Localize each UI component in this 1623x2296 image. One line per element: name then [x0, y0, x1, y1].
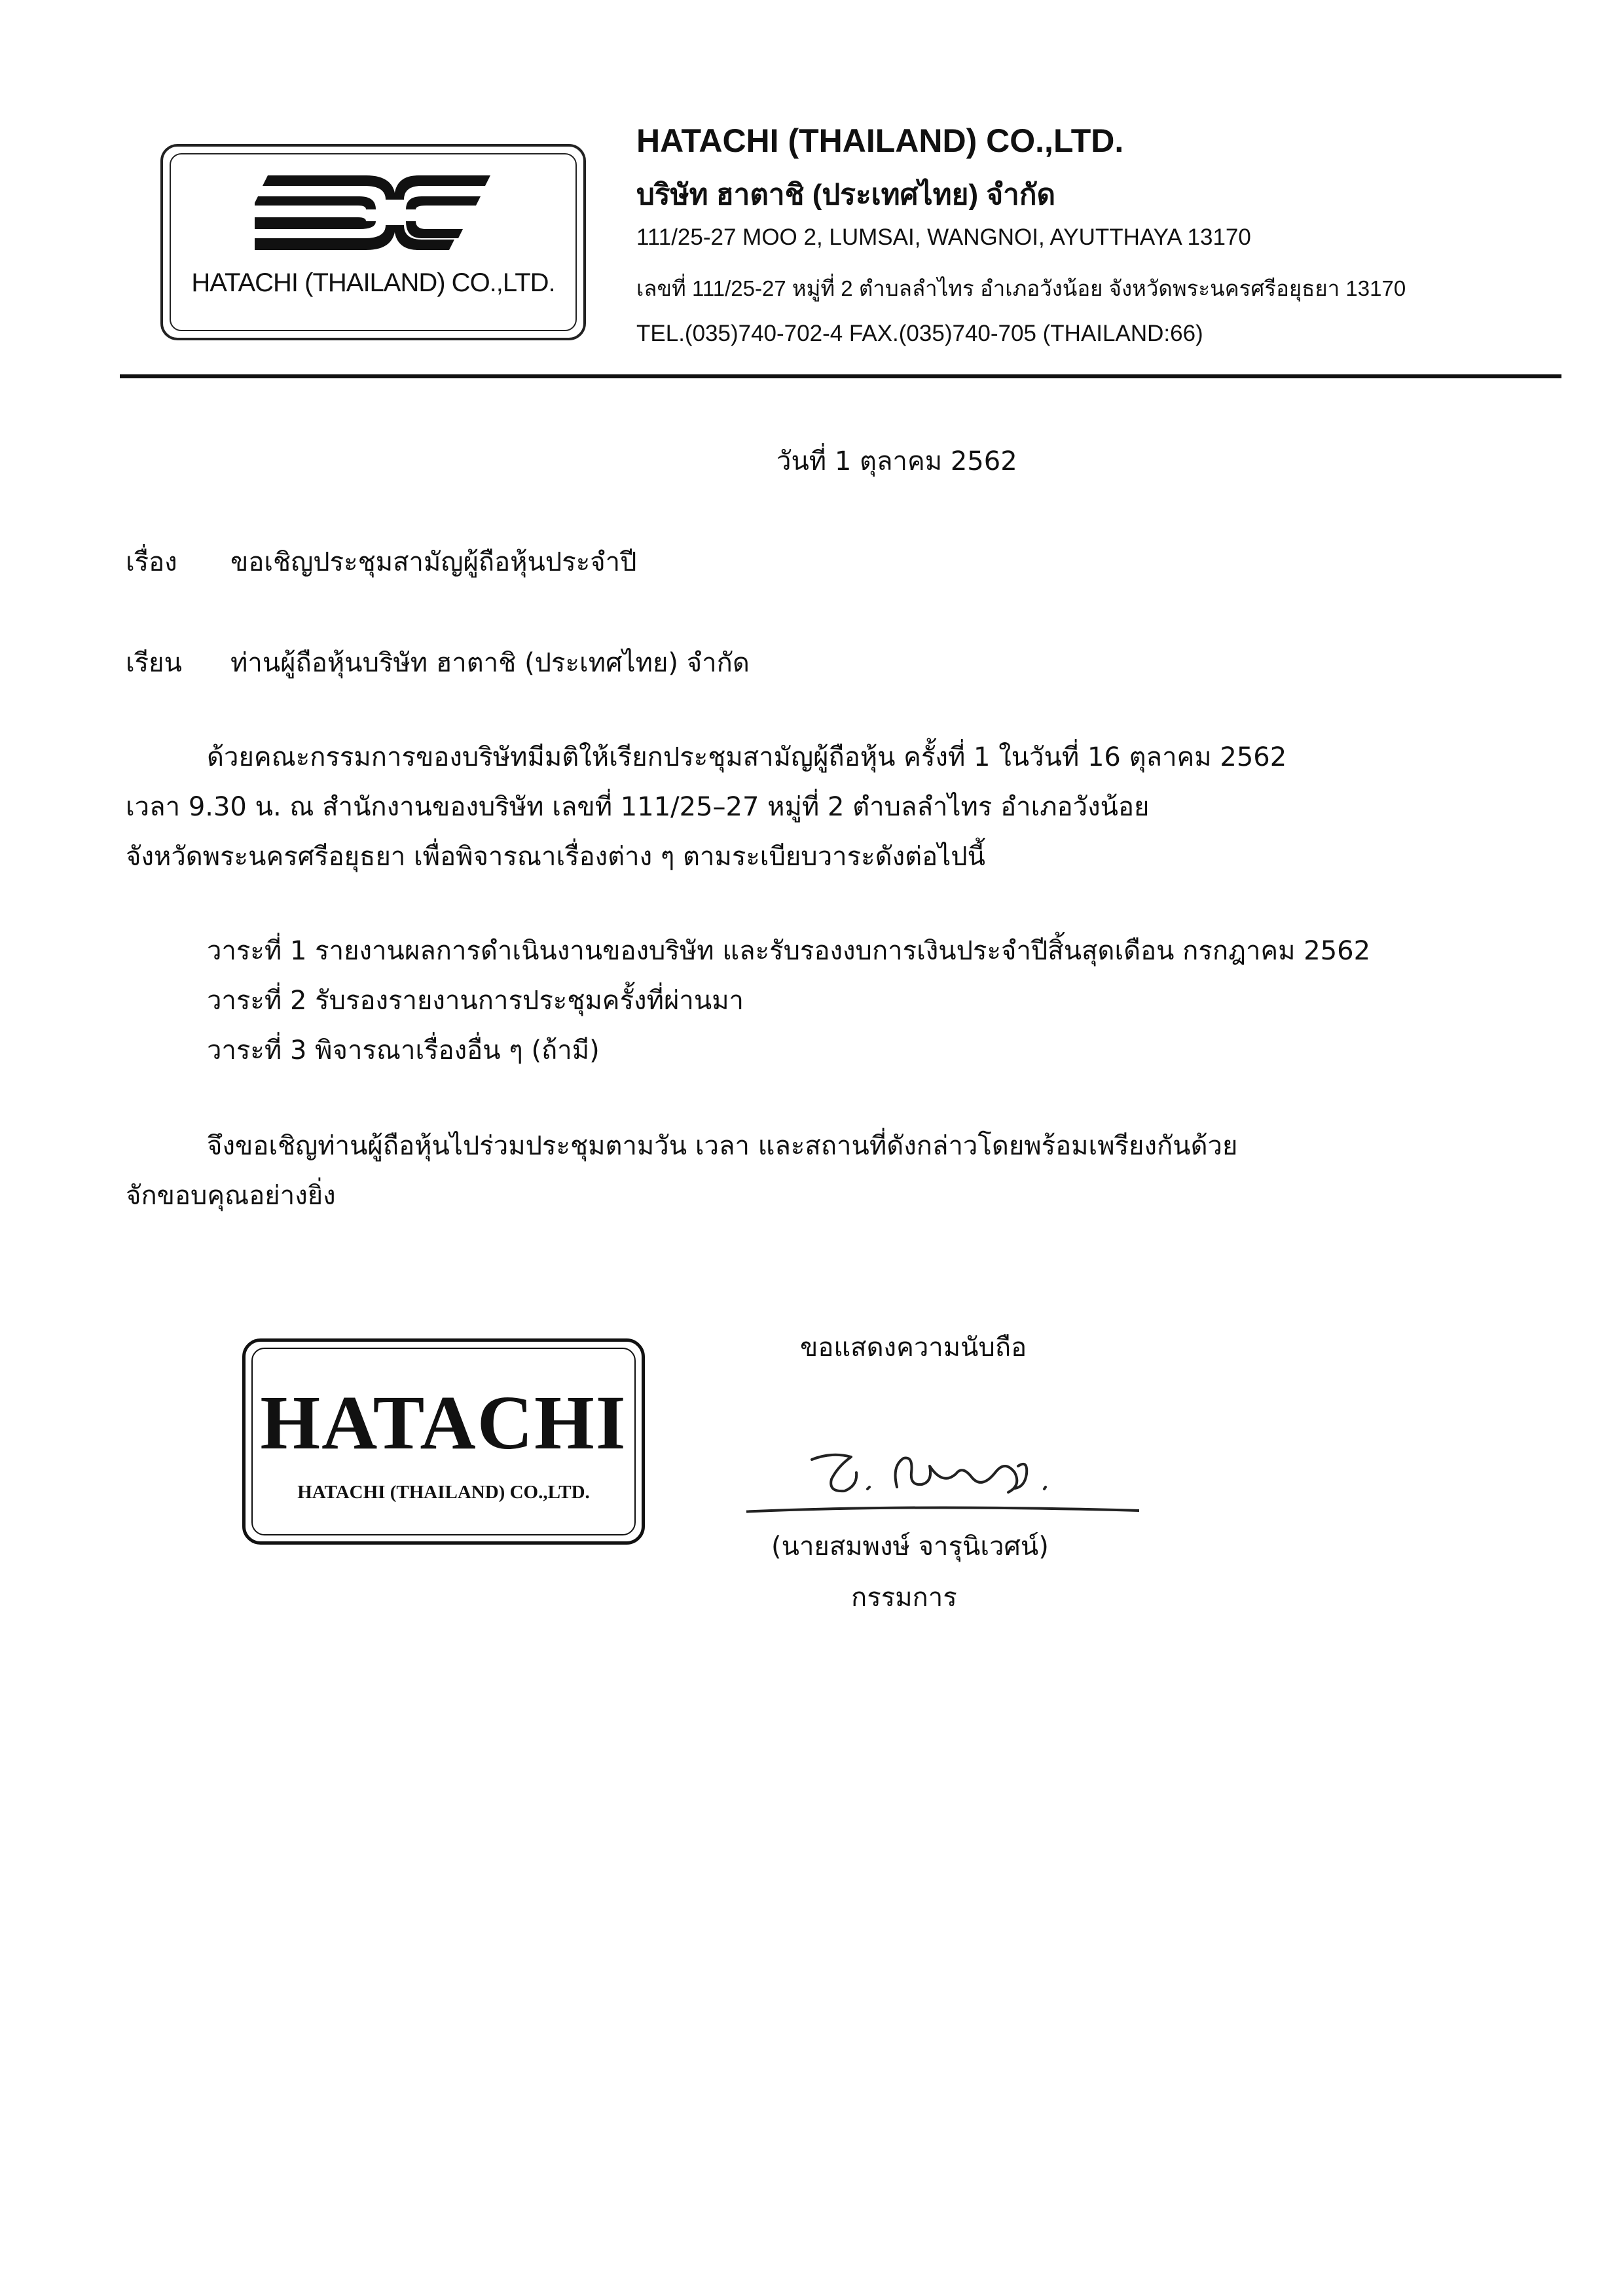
company-stamp [242, 1338, 645, 1545]
recipient-label: เรียน [126, 648, 182, 678]
address-en: 111/25-27 MOO 2, LUMSAI, WANGNOI, AYUTTHAYA 13170 [636, 224, 1251, 250]
company-name-en: HATACHI (THAILAND) CO.,LTD. [636, 122, 1124, 159]
contact-phone-fax: TEL.(035)740-702-4 FAX.(035)740-705 (THAILAND:66) [636, 321, 1203, 346]
closing-salutation: ขอแสดงความนับถือ [800, 1333, 1027, 1363]
paragraph-line: เวลา 9.30 น. ณ สำนักงานของบริษัท เลขที่ 111/25–27 หมู่ที่ 2 ตำบลลำไทร อำเภอวังน้อย [126, 792, 1150, 822]
recipient-text: ท่านผู้ถือหุ้นบริษัท ฮาตาชิ (ประเทศไทย) จำกัด [230, 648, 750, 678]
paragraph-line: ด้วยคณะกรรมการของบริษัทมีมติให้เรียกประชุมสามัญผู้ถือหุ้น ครั้งที่ 1 ในวันที่ 16 ตุลาคม 2562 [207, 742, 1287, 772]
stamp-subtitle: HATACHI (THAILAND) CO.,LTD. [297, 1482, 590, 1503]
company-logo [160, 144, 586, 340]
company-name-th: บริษัท ฮาตาชิ (ประเทศไทย) จำกัด [636, 179, 1056, 211]
subject-label: เรื่อง [126, 547, 177, 577]
signer-title: กรรมการ [851, 1583, 957, 1613]
address-th: เลขที่ 111/25-27 หมู่ที่ 2 ตำบลลำไทร อำเภอวังน้อย จังหวัดพระนครศรีอยุธยา 13170 [636, 276, 1406, 300]
hc-logo-icon [255, 170, 490, 255]
logo-caption: HATACHI (THAILAND) CO.,LTD. [191, 268, 555, 297]
stamp-title: HATACHI [260, 1380, 627, 1465]
agenda-item: วาระที่ 3 พิจารณาเรื่องอื่น ๆ (ถ้ามี) [207, 1035, 600, 1066]
handwritten-signature [746, 1427, 1139, 1525]
paragraph-line: จึงขอเชิญท่านผู้ถือหุ้นไปร่วมประชุมตามวัน เวลา และสถานที่ดังกล่าวโดยพร้อมเพรียงกันด้วย [207, 1131, 1238, 1161]
paragraph-line: จังหวัดพระนครศรีอยุธยา เพื่อพิจารณาเรื่องต่าง ๆ ตามระเบียบวาระดังต่อไปนี้ [126, 842, 985, 872]
letter-date: วันที่ 1 ตุลาคม 2562 [776, 446, 1017, 476]
agenda-item: วาระที่ 2 รับรองรายงานการประชุมครั้งที่ผ่านมา [207, 986, 744, 1016]
subject-text: ขอเชิญประชุมสามัญผู้ถือหุ้นประจำปี [230, 547, 637, 577]
paragraph-line: จักขอบคุณอย่างยิ่ง [126, 1181, 336, 1211]
header-divider [120, 374, 1561, 378]
signer-name: (นายสมพงษ์ จารุนิเวศน์) [771, 1532, 1049, 1562]
agenda-item: วาระที่ 1 รายงานผลการดำเนินงานของบริษัท และรับรองงบการเงินประจำปีสิ้นสุดเดือน กรกฎาคม 2562 [207, 936, 1371, 966]
